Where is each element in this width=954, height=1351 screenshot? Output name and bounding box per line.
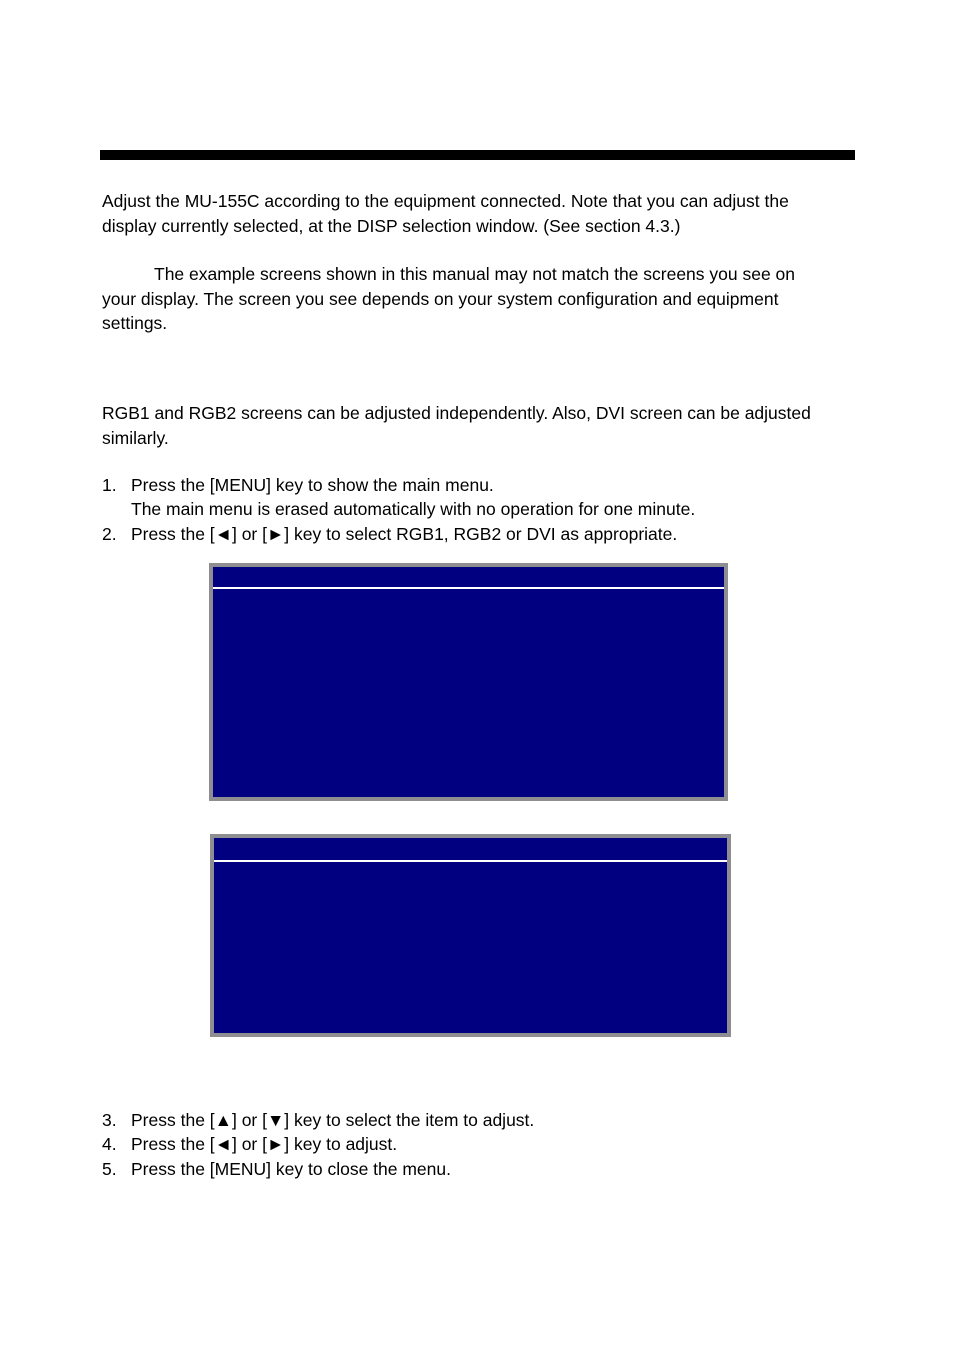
menu-screen-1-display — [213, 567, 724, 797]
menu-screen-1 — [209, 563, 728, 801]
note-line-3: settings. — [102, 313, 168, 333]
step-item — [102, 1132, 862, 1156]
steps-list-second — [102, 1108, 862, 1181]
menu-screen-2 — [210, 834, 731, 1037]
step-subtext: The main menu is erased automatically with no operation for one minute. — [131, 499, 696, 520]
step-item — [102, 522, 862, 546]
steps-list-first — [102, 473, 862, 546]
step-number: 3. — [102, 1110, 117, 1130]
intro-line-1: Adjust the MU-155C according to the equipment connected. Note that you can adjust the — [102, 191, 789, 211]
step-text: Press the [MENU] key to close the menu. — [131, 1158, 451, 1179]
menu-title-divider — [214, 860, 727, 862]
note-paragraph — [102, 262, 862, 336]
rgb-intro-paragraph — [102, 401, 862, 450]
step-number: 2. — [102, 523, 117, 544]
step-text: Press the [◄] or [►] key to adjust. — [131, 1134, 398, 1155]
intro-paragraph — [102, 189, 862, 238]
step-item — [102, 1108, 862, 1132]
step-text: Press the [▲] or [▼] key to select the item to adjust. — [131, 1110, 535, 1130]
step-number: 5. — [102, 1158, 117, 1179]
section-rule — [100, 150, 855, 160]
menu-title-divider — [213, 587, 724, 589]
rgb-intro-line-1: RGB1 and RGB2 screens can be adjusted independently. Also, DVI screen can be adjusted — [102, 403, 811, 423]
menu-screen-2-display — [214, 838, 727, 1033]
step-text: Press the [◄] or [►] key to select RGB1, RGB2 or DVI as appropriate. — [131, 523, 678, 544]
intro-line-2: display currently selected, at the DISP selection window. (See section 4.3.) — [102, 215, 681, 236]
note-line-2: your display. The screen you see depends on your system configuration and equipment — [102, 288, 779, 309]
rgb-intro-line-2: similarly. — [102, 427, 169, 448]
step-text: Press the [MENU] key to show the main menu. — [131, 475, 494, 495]
step-item — [102, 1157, 862, 1181]
note-line-1: The example screens shown in this manual may not match the screens you see on — [154, 264, 796, 284]
step-number: 1. — [102, 475, 117, 495]
step-number: 4. — [102, 1134, 117, 1155]
step-item — [102, 473, 862, 522]
